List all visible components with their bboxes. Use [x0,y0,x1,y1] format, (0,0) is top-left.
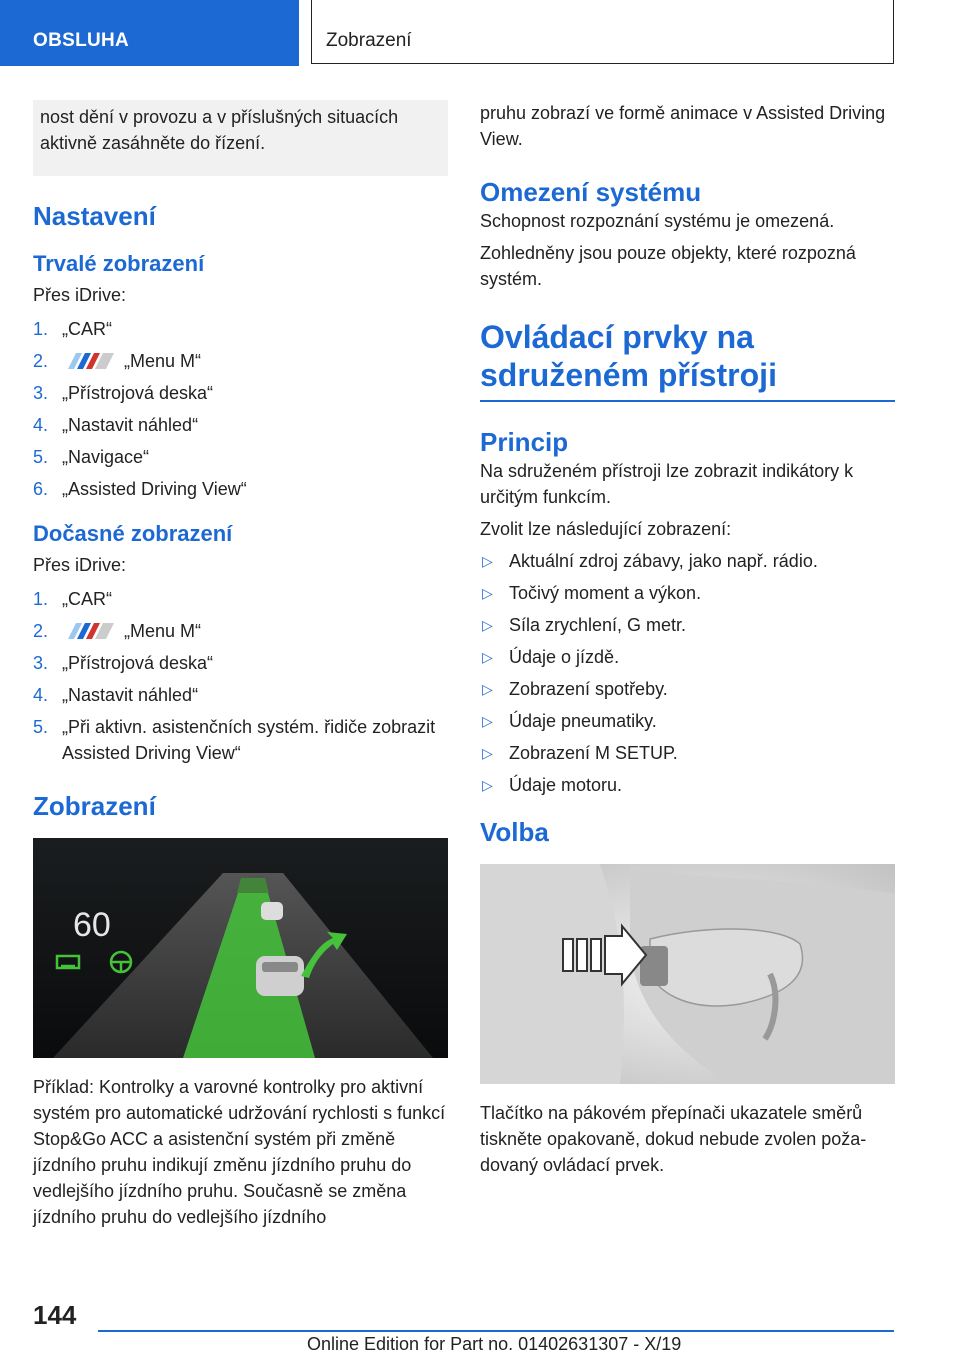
chapter-tab [311,0,894,64]
list-item: ▷ Aktuální zdroj zábavy, jako např. rádio. [480,548,895,574]
list-item: ▷ Síla zrychlení, G metr. [480,612,895,638]
display-options-list [480,548,895,798]
m-logo-icon [62,353,114,369]
triangle-bullet-icon: ▷ [482,617,493,633]
step-item: 5. „Při aktivn. asistenčních systém. řidiče zobrazit Assisted Driving View“ [33,717,436,763]
step-item: 4. „Nastavit náhled“ [33,415,199,435]
step-item: 1. „CAR“ [33,589,112,609]
footer-divider [98,1330,894,1332]
chapter-title: Zobrazení [326,30,412,51]
heading-docasne: Dočasné zobrazení [33,521,233,546]
m-logo-icon [62,623,114,639]
para-principle-1: Na sdruženém přístroji lze zobrazit indikátory k určitým funkcím. [480,461,854,507]
step-item: 3. „Přístrojová deska“ [33,383,214,403]
step-item: 5. „Navigace“ [33,447,150,467]
section-tab [0,0,299,66]
page-number: 144 [33,1300,77,1330]
para-limit-1: Schopnost rozpoznání systému je omezená. [480,211,835,231]
triangle-bullet-icon: ▷ [482,681,493,697]
heading-nastaveni: Nastavení [33,201,156,231]
triangle-bullet-icon: ▷ [482,585,493,601]
triangle-bullet-icon: ▷ [482,553,493,569]
triangle-bullet-icon: ▷ [482,713,493,729]
heading-omezeni: Omezení systému [480,177,702,207]
heading-trvale: Trvalé zobrazení [33,251,205,276]
list-item: ▷ Zobrazení spotřeby. [480,676,895,702]
para-limit-2: Zohledněny jsou pouze objekty, které rozpozná systém. [480,243,856,289]
via-idrive-1: Přes iDrive: [33,285,127,305]
step-item: 2. „Menu M“ [33,351,202,371]
heading-ovladaci: Ovládací prvky na sdruženém přístroji [480,318,895,402]
steps-list-2 [33,586,448,766]
list-item: ▷ Údaje motoru. [480,772,895,798]
list-item: ▷ Zobrazení M SETUP. [480,740,895,766]
heading-volba: Volba [480,817,549,847]
triangle-bullet-icon: ▷ [482,777,493,793]
list-item: ▷ Točivý moment a výkon. [480,580,895,606]
turn-signal-lever-image [480,864,895,1084]
figure-caption: Tlačítko na pákovém přepínači ukazatele směrů tiskněte opakovaně, dokud nebude zvolen požadovaný ovládací prvek. [480,1103,867,1175]
triangle-bullet-icon: ▷ [482,745,493,761]
step-item: 6. „Assisted Driving View“ [33,479,247,499]
speed-readout: 60 [73,906,111,944]
right-column [480,100,895,1178]
heading-princip: Princip [480,427,569,457]
para-principle-2: Zvolit lze následující zobrazení: [480,519,732,539]
figure-caption: Příklad: Kontrolky a varovné kontrolky pro aktivní systém pro automatické udržování rychlosti s funkcí Stop&Go ACC a asistenční systém při změně jízdního pruhu indikují změnu jízdního pruhu do vedlejšího jízdního pruhu. Současně se změna jízdního pruhu do vedlejšího jízdního [33,1077,446,1227]
list-item: ▷ Údaje o jízdě. [480,644,895,670]
step-item: 2. „Menu M“ [33,621,202,641]
continuation-text: pruhu zobrazí ve formě animace v Assisted Driving View. [480,103,886,149]
left-column [33,100,448,1230]
heading-zobrazeni: Zobrazení [33,791,156,821]
list-item: ▷ Údaje pneumatiky. [480,708,895,734]
step-item: 3. „Přístrojová deska“ [33,653,214,673]
triangle-bullet-icon: ▷ [482,649,493,665]
step-item: 4. „Nastavit náhled“ [33,685,199,705]
step-item: 1. „CAR“ [33,319,112,339]
steps-list-1 [33,316,448,502]
assisted-driving-view-image [33,838,448,1058]
warning-note: nost dění v provozu a v příslušných situacích aktivně zasáhněte do řízení. [33,100,448,176]
footer-edition: Online Edition for Part no. 01402631307 - X/19 [307,1334,682,1354]
via-idrive-2: Přes iDrive: [33,555,127,575]
section-title: OBSLUHA [33,30,130,51]
